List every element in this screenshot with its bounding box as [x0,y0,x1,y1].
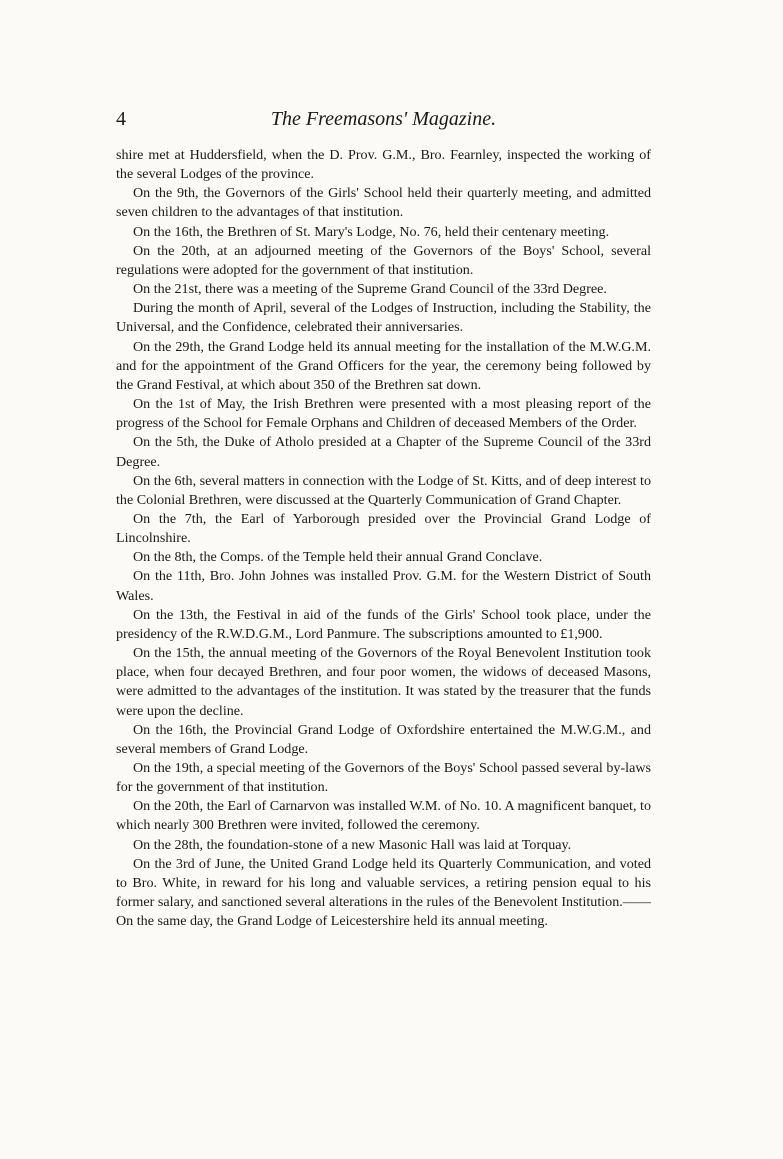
paragraph: On the 5th, the Duke of Atholo presided at a Chapter of the Supreme Council of the 33rd Degree. [116,434,651,470]
paragraph: On the 1st of May, the Irish Brethren were presented with a most pleasing report of the progress of the School for Female Orphans and Children of deceased Members of the Order. [116,396,651,432]
paragraph: shire met at Huddersfield, when the D. Prov. G.M., Bro. Fearnley, inspected the working of the several Lodges of the province. [116,147,651,183]
article-body [116,146,651,931]
paragraph: On the 7th, the Earl of Yarborough presided over the Provincial Grand Lodge of Lincolnshire. [116,510,651,547]
paragraph: On the 8th, the Comps. of the Temple held their annual Grand Conclave. [133,549,543,566]
paragraph: On the 16th, the Provincial Grand Lodge of Oxfordshire entertained the M.W.G.M., and several members of Grand Lodge. [116,721,651,757]
paragraph: On the 3rd of June, the United Grand Lodge held its Quarterly Communication, and voted to Bro. White, in reward for his long and valuable services, a retiring pension equal to his former salary, and sanctioned several alterations in the rules of the Benevolent Institution.——On the same day, the Grand Lodge of Leicestershire held its annual meeting. [116,855,651,930]
paragraph: On the 9th, the Governors of the Girls' School held their quarterly meeting, and admitted seven children to the advantages of that institution. [116,185,651,221]
paragraph: On the 20th, the Earl of Carnarvon was installed W.M. of No. 10. A magnificent banquet, to which nearly 300 Brethren were invited, followed the ceremony. [116,798,651,834]
paragraph: During the month of April, several of the Lodges of Instruction, including the Stability, the Universal, and the Confidence, celebrated their anniversaries. [116,300,651,336]
paragraph: On the 21st, there was a meeting of the Supreme Grand Council of the 33rd Degree. [133,281,607,298]
paragraph: On the 6th, several matters in connection with the Lodge of St. Kitts, and of deep interest to the Colonial Brethren, were discussed at the Quarterly Communication of Grand Chapter. [116,472,651,508]
paragraph: On the 16th, the Brethren of St. Mary's Lodge, No. 76, held their centenary meeting. [133,223,610,240]
page-number: 4 [116,108,126,130]
paragraph: On the 19th, a special meeting of the Governors of the Boys' School passed several by-laws for the government of that institution. [116,760,651,796]
running-header [116,108,651,134]
paragraph: On the 11th, Bro. John Johnes was installed Prov. G.M. for the Western District of South Wales. [116,568,651,604]
running-title: The Freemasons' Magazine. [270,108,497,130]
paragraph: On the 28th, the foundation-stone of a new Masonic Hall was laid at Torquay. [133,836,572,853]
paragraph: On the 20th, at an adjourned meeting of the Governors of the Boys' School, several regulations were adopted for the government of that institution. [116,242,651,278]
paragraph: On the 13th, the Festival in aid of the funds of the Girls' School took place, under the presidency of the R.W.D.G.M., Lord Panmure. The subscriptions amounted to £1,900. [116,606,651,642]
paragraph: On the 29th, the Grand Lodge held its annual meeting for the installation of the M.W.G.M. and for the appointment of the Grand Officers for the year, the ceremony being followed by the Grand Festival, at which about 350 of the Brethren sat down. [116,338,651,393]
paragraph: On the 15th, the annual meeting of the Governors of the Royal Benevolent Institution took place, when four decayed Brethren, and four poor women, the widows of deceased Masons, were admitted to the advantages of the institution. It was stated by the treasurer that the funds were upon the decline. [116,645,651,719]
